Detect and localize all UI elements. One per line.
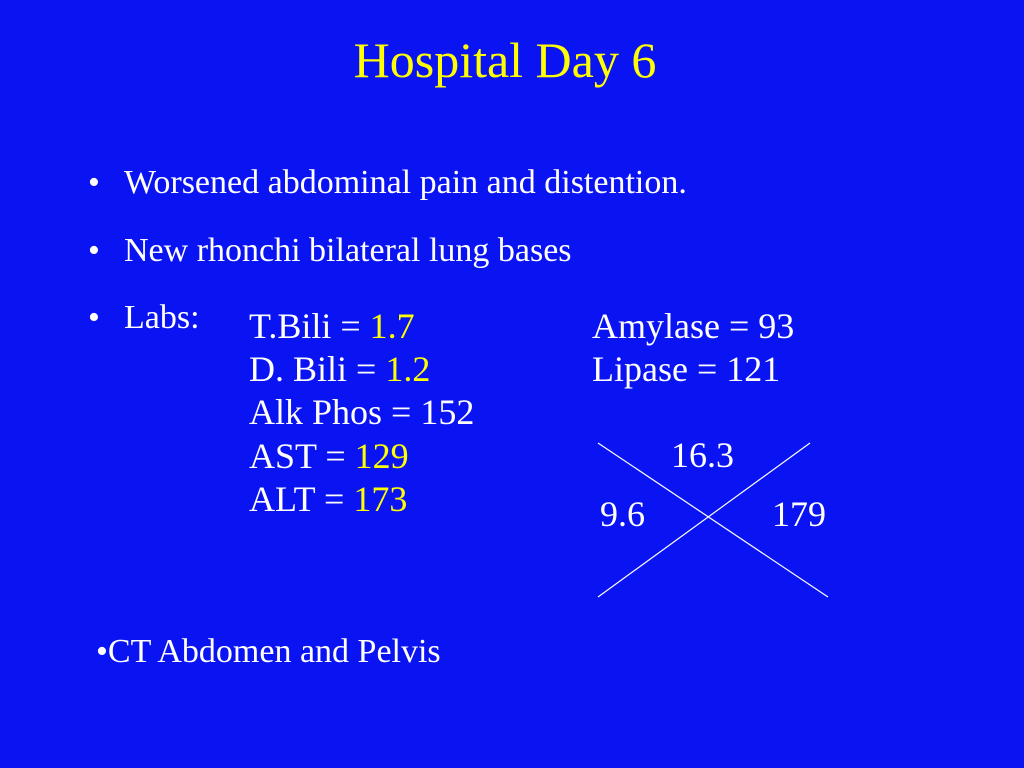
labs-right-column bbox=[592, 305, 794, 391]
lab-value: 1.7 bbox=[369, 306, 415, 346]
bullet-abdominal-pain bbox=[88, 163, 687, 204]
bullet-text: Worsened abdominal pain and distention. bbox=[124, 164, 687, 201]
lab-label: AST = bbox=[249, 435, 355, 476]
bullet-dot: • bbox=[88, 164, 100, 201]
cbc-right-value: 179 bbox=[772, 494, 826, 534]
lab-dbili bbox=[249, 348, 474, 391]
lab-tbili bbox=[249, 305, 474, 348]
lab-value: 129 bbox=[354, 435, 409, 476]
bullet-labs bbox=[88, 298, 200, 339]
lab-value: 1.2 bbox=[385, 349, 431, 390]
cbc-top-value: 16.3 bbox=[671, 435, 734, 475]
lab-value: 173 bbox=[353, 478, 408, 519]
lab-label: D. Bili = bbox=[249, 349, 386, 390]
cbc-left-value: 9.6 bbox=[600, 494, 645, 534]
lab-label: ALT = bbox=[249, 478, 354, 519]
lab-lipase: Lipase = 121 bbox=[592, 349, 781, 390]
lab-ast bbox=[249, 435, 474, 478]
lab-alkphos bbox=[249, 391, 474, 434]
labs-left-column bbox=[249, 305, 474, 521]
lab-label: Alk Phos = 152 bbox=[249, 392, 475, 433]
slide-title: Hospital Day 6 bbox=[353, 32, 657, 88]
bullet-dot: • bbox=[88, 232, 100, 269]
bullet-dot: • bbox=[88, 299, 100, 336]
lab-alt bbox=[249, 478, 474, 521]
lab-amylase: Amylase = 93 bbox=[592, 306, 795, 346]
bullet-rhonchi bbox=[88, 231, 572, 272]
bullet-ct: •CT Abdomen and Pelvis bbox=[96, 633, 441, 670]
lab-label: T.Bili = bbox=[249, 306, 370, 346]
bullet-text: New rhonchi bilateral lung bases bbox=[124, 232, 572, 269]
bullet-text: Labs: bbox=[124, 299, 200, 336]
